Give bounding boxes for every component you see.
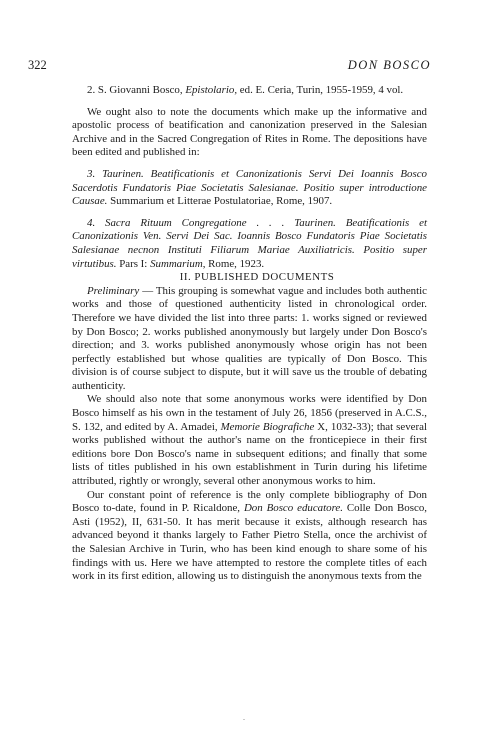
bibliography-item-2: 2. S. Giovanni Bosco, Epistolario, ed. E. Ceria, Turin, 1955-1959, 4 vol. — [87, 84, 404, 96]
page-body — [72, 84, 427, 584]
running-title: DON BOSCO — [347, 58, 431, 72]
reference-paragraph: Our constant point of reference is the only complete bibliography of Don Bosco to-date, found in P. Ricaldone, Don Bosco educatore. Colle Don Bosco, Asti (1952), II, 631-50. It has merit because it exists, although research has advanced beyond it thanks largely to Father Pietro Stella, once the archivist of the Salesian Archive in Turin, who has been kind enough to share some of his findings with us. Here we have attempted to restore the complete titles of each work in its first edition, allowing us to distinguish the anonymous texts from the — [72, 488, 427, 583]
anonymous-works-paragraph: We should also note that some anonymous works were identified by Don Bosco himself as his own in the testament of July 26, 1856 (preserved in A.C.S., S. 132, and edited by A. Amadei, Memorie Biografiche X, 1032-33); that several works published without the author's name on the fronticepiece in their first editions bore Don Bosco's name in subsequent editions; and finally that some lists of titles published in his own establishment in Turin during his lifetime attributed, rightly or wrongly, several other anonymous works to him. — [72, 393, 427, 488]
footer-mark: . — [243, 713, 245, 722]
bibliography-item-3: 3. Taurinen. Beatificationis et Canonizationis Servi Dei Ioannis Bosco Sacerdotis Fundatoris Piae Societatis Salesianae. Positio super introductione Causae. Summarium et Litterae Postulatoriae, Rome, 1907. — [72, 167, 427, 208]
documents-paragraph: We ought also to note the documents which make up the informative and apostolic process of beatification and canonization preserved in the Salesian Archive and in the Sacred Congregation of Rites in Rome. The depositions have been edited and published in: — [72, 105, 427, 159]
bibliography-item-4: 4. Sacra Rituum Congregatione . . . Taurinen. Beatificationis et Canonizationis Ven. Servi Dei Sac. Ioannis Bosco Fundatoris Piae Societatis Salesianae necnon Instituti Filiarum Mariae Auxiliatricis. Positio super virtutibus. Pars I: Summarium, Rome, 1923. — [72, 216, 427, 270]
page-number: 322 — [28, 58, 47, 72]
page-header — [28, 58, 431, 73]
preliminary-paragraph: Preliminary — This grouping is somewhat vague and includes both authentic works and those of questioned authenticity listed in chronological order. Therefore we have divided the list into three parts: 1. works signed or reviewed by Don Bosco; 2. works published anonymously but largely under Don Bosco's direction; and 3. works published anonymously whose origin has not been perfectly established but whose qualities are typically of Don Bosco. This division is of course subject to dispute, but it will save us the trouble of debating authenticity. — [72, 284, 427, 392]
section-heading: II. PUBLISHED DOCUMENTS — [179, 271, 335, 284]
